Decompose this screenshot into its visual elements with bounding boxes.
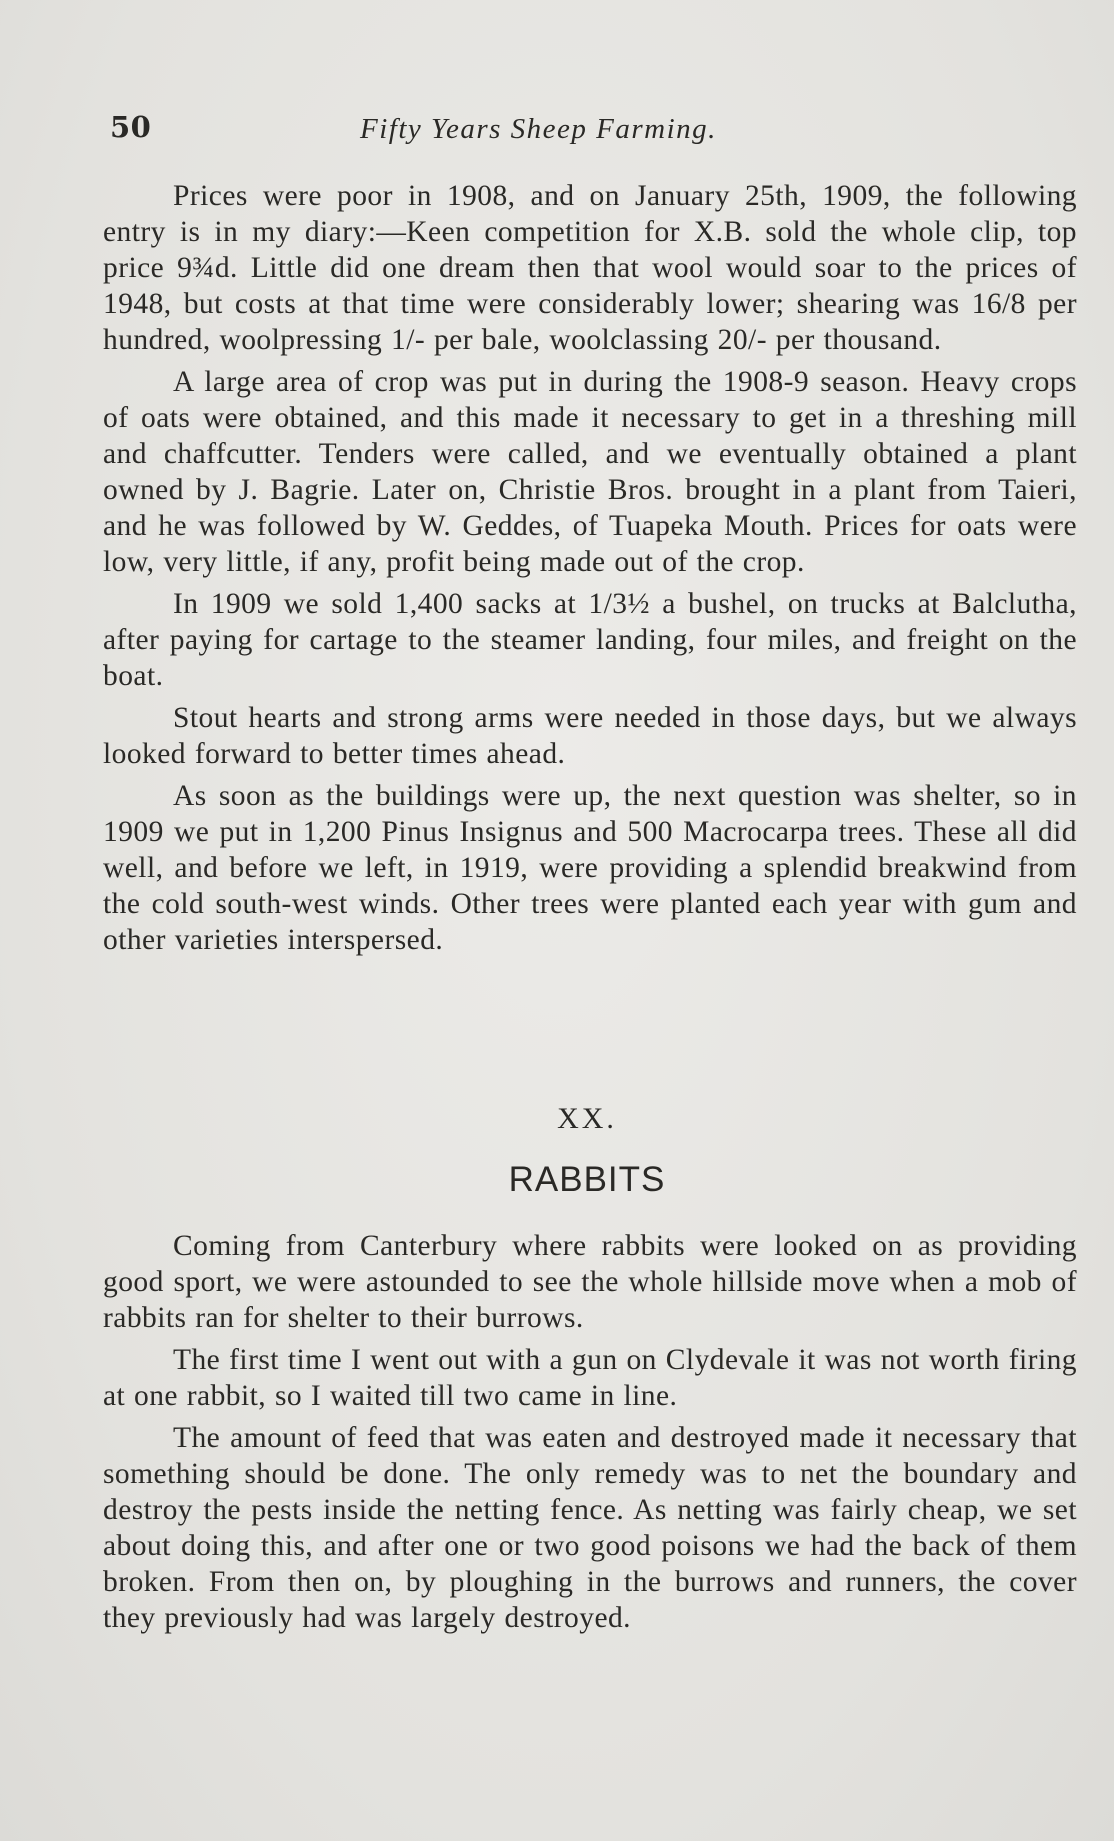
running-title: Fifty Years Sheep Farming. [360,113,717,145]
paragraph-crop-season: A large area of crop was put in during the 1908-9 season. Heavy crops of oats were obtained, and this made it necessary to get in a threshing mill and chaffcutter. Tenders were called, and we eventually obtained a plant owned by J. Bagrie. Later on, Christie Bros. brought in a plant from Taieri, and he was followed by W. Geddes, of Tuapeka Mouth. Prices for oats were low, very little, if any, profit being made out of the crop. [103,366,1077,578]
paragraph-shelter-trees: As soon as the buildings were up, the next question was shelter, so in 1909 we put in 1,200 Pinus Insignus and 500 Macrocarpa trees. These all did well, and before we left, in 1919, were providing a splendid breakwind from the cold south-west winds. Other trees were planted each year with gum and other varieties interspersed. [103,780,1077,956]
paragraph-wool-prices: Prices were poor in 1908, and on January 25th, 1909, the following entry is in my diary:—Keen competition for X.B. sold the whole clip, top price 9¾d. Little did one dream then that wool would soar to the prices of 1948, but costs at that time were considerably lower; shearing was 16/8 per hundred, woolpressing 1/- per bale, woolclassing 20/- per thousand. [103,180,1077,356]
paragraph-stout-hearts: Stout hearts and strong arms were needed in those days, but we always looked forward to better times ahead. [103,702,1077,770]
chapter-number: XX. [557,1102,617,1135]
body-section-two [103,1228,1077,1642]
page-number: 50 [110,110,152,144]
paragraph-canterbury: Coming from Canterbury where rabbits were looked on as providing good sport, we were astounded to see the whole hillside move when a mob of rabbits ran for shelter to their burrows. [103,1230,1077,1334]
paragraph-first-time-gun: The first time I went out with a gun on Clydevale it was not worth firing at one rabbit, so I waited till two came in line. [103,1344,1077,1412]
paragraph-sacks-sold: In 1909 we sold 1,400 sacks at 1/3½ a bushel, on trucks at Balclutha, after paying for cartage to the steamer landing, four miles, and freight on the boat. [103,588,1077,692]
paragraph-netting: The amount of feed that was eaten and destroyed made it necessary that something should be done. The only remedy was to net the boundary and destroy the pests inside the netting fence. As netting was fairly cheap, we set about doing this, and after one or two good poisons we had the back of them broken. From then on, by ploughing in the burrows and runners, the cover they previously had was largely destroyed. [103,1422,1077,1634]
chapter-title: RABBITS [508,1160,666,1199]
body-section-one [103,178,1077,964]
